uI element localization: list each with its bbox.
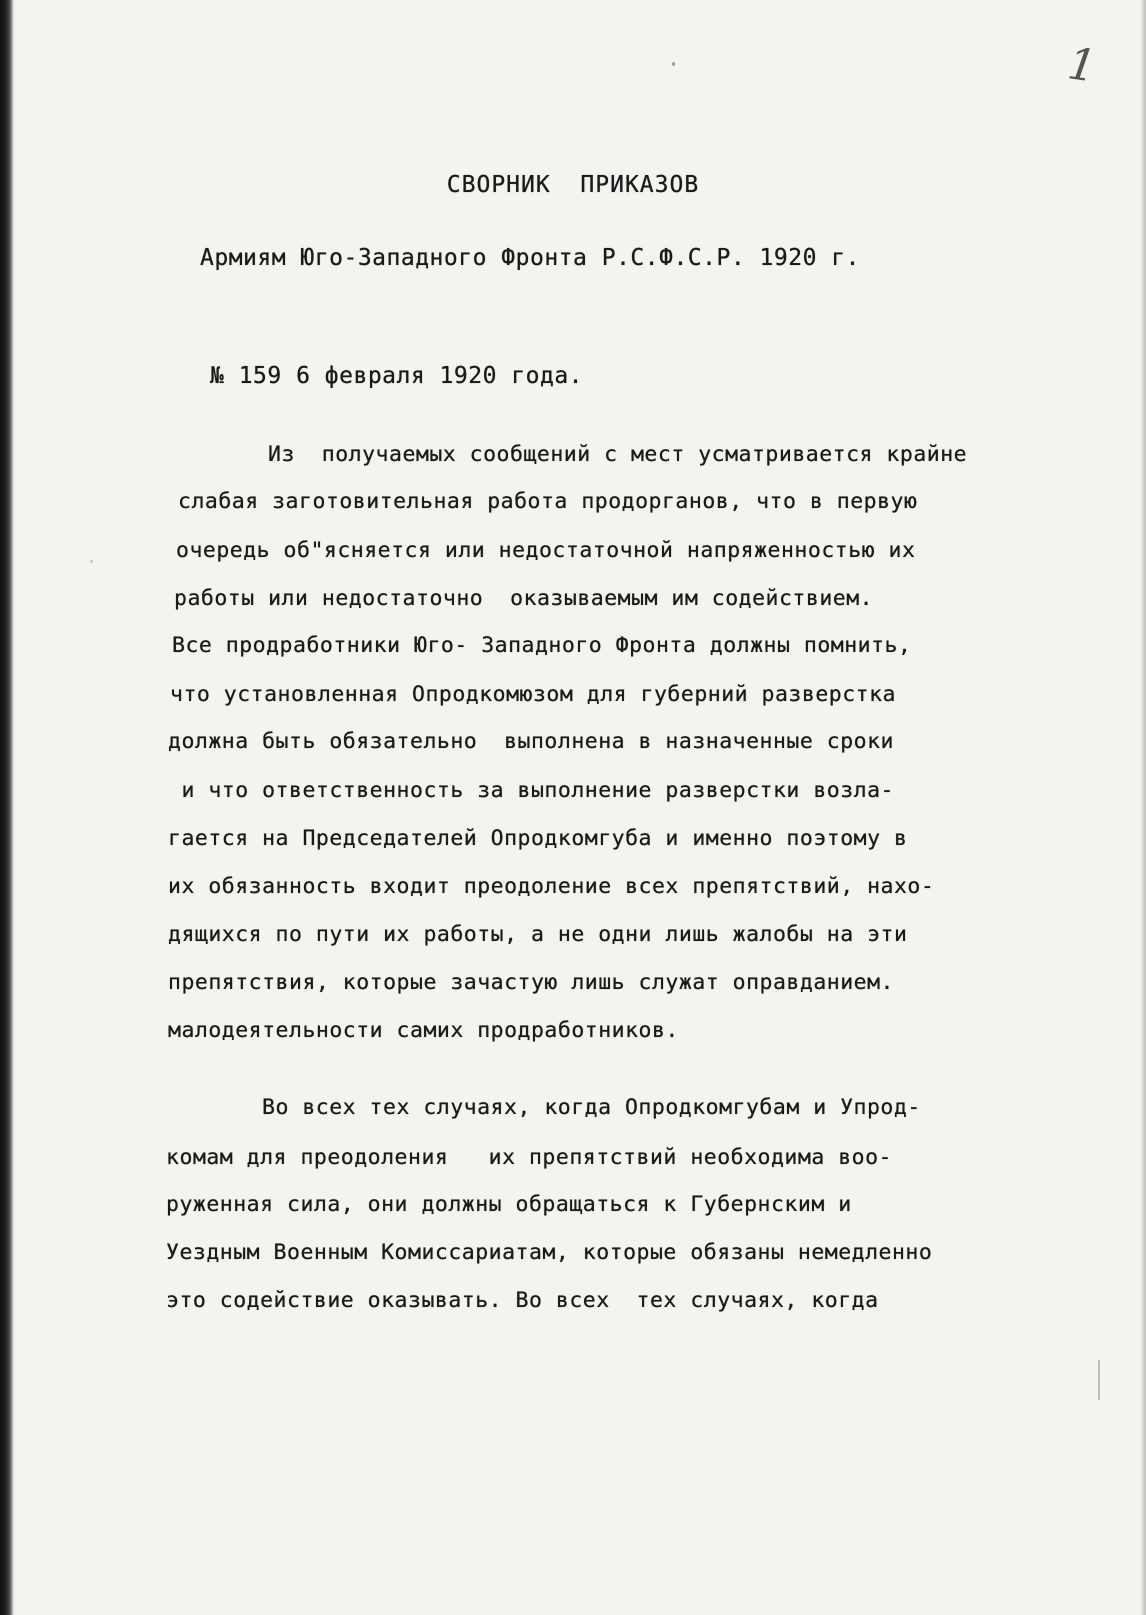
document-title: СВОРНИК ПРИКАЗОВ	[446, 172, 700, 198]
paragraph-1-line: препятствия, которые зачастую лишь служат оправданием.	[168, 970, 894, 995]
page-number: 1	[1064, 38, 1100, 93]
paragraph-1-line: слабая заготовительная работа продорганов, что в первую	[178, 489, 918, 514]
paragraph-1-line: должна быть обязательно выполнена в назначенные сроки	[168, 729, 894, 754]
paragraph-2-line: Уездным Военным Комиссариатам, которые обязаны немедленно	[166, 1240, 933, 1265]
paragraph-1-line: работы или недостаточно оказываемым им содействием.	[174, 586, 874, 611]
paper-speck	[672, 62, 675, 66]
document-subtitle: Армиям Юго-Западного Фронта Р.С.Ф.С.Р. 1920 г.	[200, 245, 860, 271]
order-number-date: № 159 6 февраля 1920 года.	[210, 363, 584, 389]
paragraph-2-line: это содействие оказывать. Во всех тех случаях, когда	[166, 1288, 879, 1313]
paragraph-1-line: Все продработники Юго- Западного Фронта должны помнить,	[172, 633, 912, 658]
paragraph-1-line: что установленная Опродкомюзом для губерний разверстка	[170, 682, 896, 707]
paper-speck	[1098, 1360, 1100, 1400]
paper-speck	[90, 560, 93, 563]
paragraph-2-line: комам для преодоления их препятствий необходима воо-	[166, 1145, 892, 1170]
scan-border-left	[0, 0, 14, 1615]
paragraph-1-line: очередь об"ясняется или недостаточной напряженностью их	[176, 538, 916, 563]
paragraph-1-line: и что ответственность за выполнение разверстки возла-	[168, 778, 894, 803]
paragraph-1-line: их обязанность входит преодоление всех препятствий, нахо-	[168, 874, 935, 899]
paragraph-1-line: гается на Председателей Опродкомгуба и именно поэтому в	[168, 826, 908, 851]
paragraph-1-line: Из получаемых сообщений с мест усматривается крайне	[268, 442, 968, 467]
paragraph-1-line: дящихся по пути их работы, а не одни лишь жалобы на эти	[168, 922, 908, 947]
paragraph-2-line: Во всех тех случаях, когда Опродкомгубам и Упрод-	[262, 1095, 921, 1120]
paragraph-2-line: руженная сила, они должны обращаться к Губернским и	[166, 1192, 852, 1217]
paragraph-1-line: малодеятельности самих продработников.	[168, 1018, 679, 1043]
scan-border-right	[1140, 0, 1146, 1615]
